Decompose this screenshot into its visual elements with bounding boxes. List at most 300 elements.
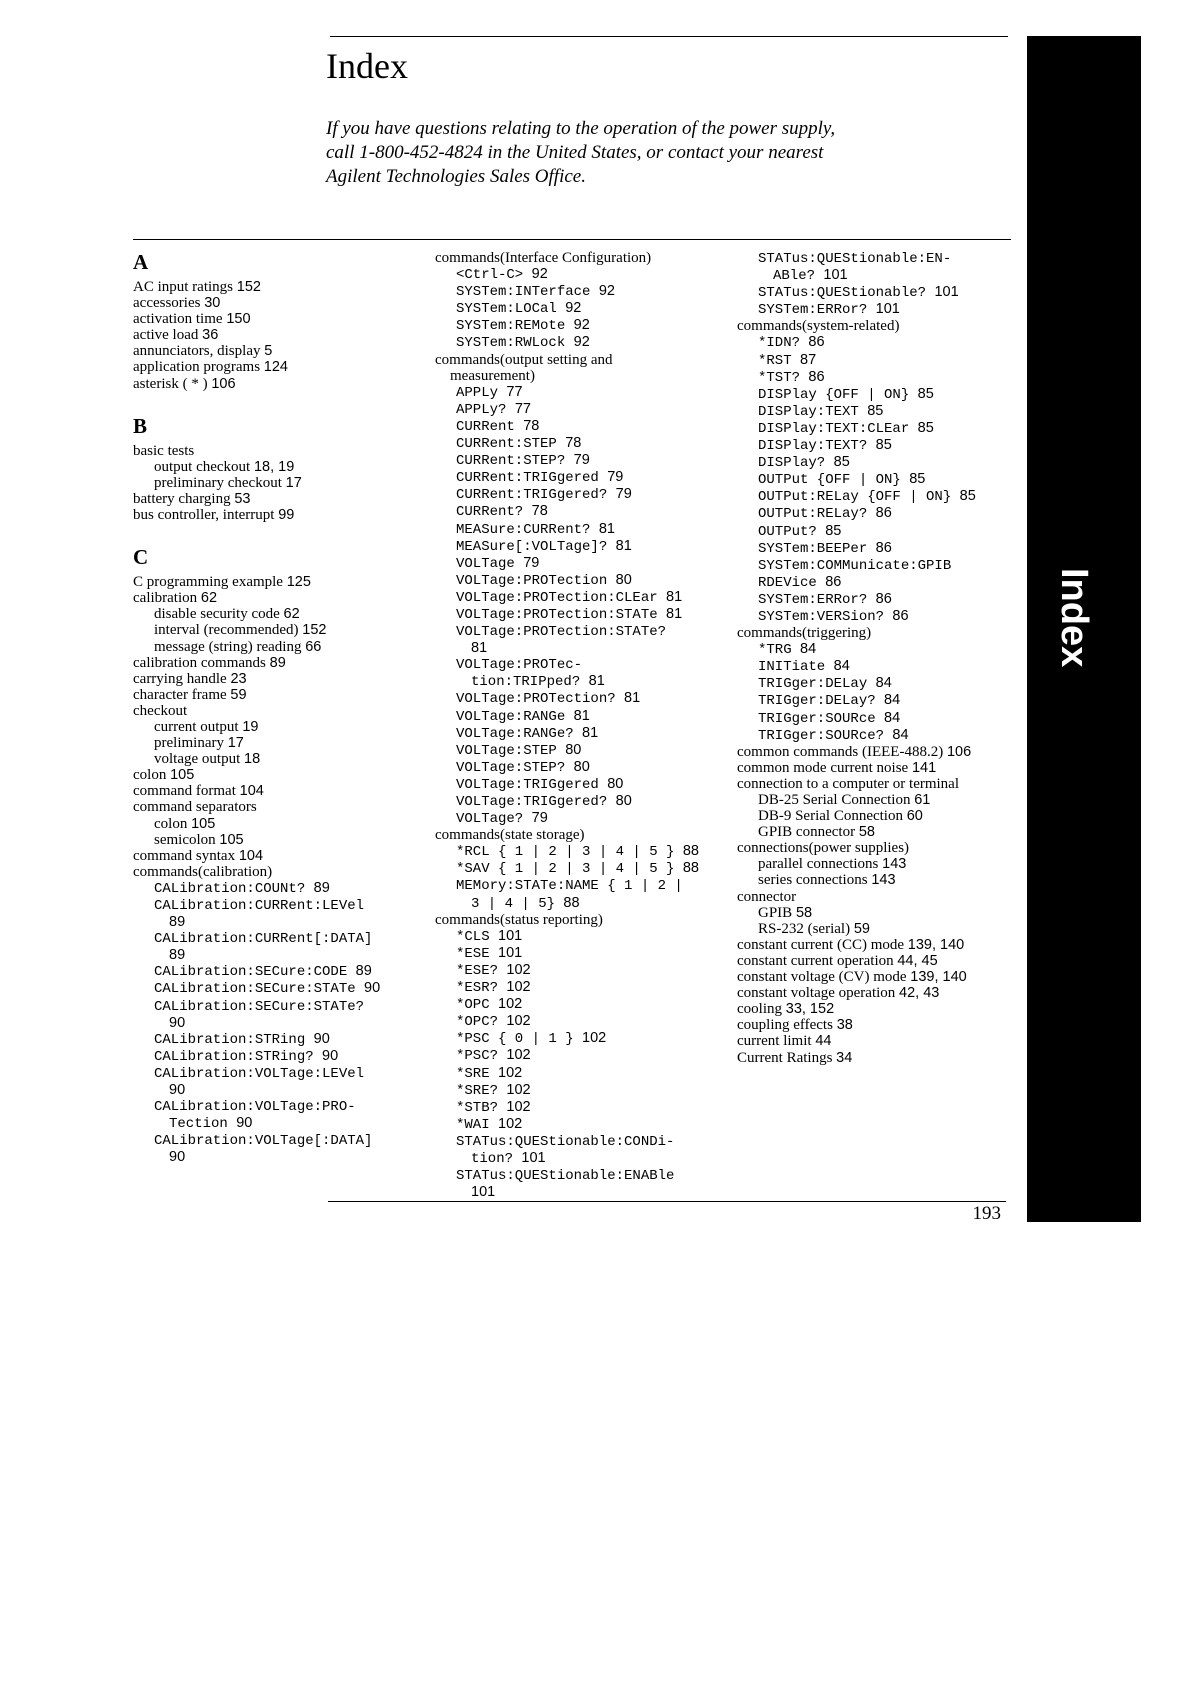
index-entry — [737, 921, 1027, 937]
entry-page-ref: 102 — [582, 1030, 607, 1047]
index-entry — [737, 557, 1027, 574]
index-entry — [737, 641, 1027, 658]
entry-page-ref: 84 — [833, 658, 850, 675]
entry-command: *PSC? — [456, 1048, 507, 1065]
index-entry — [435, 1099, 725, 1116]
entry-page-ref: 106 — [211, 375, 236, 392]
index-entry — [435, 300, 725, 317]
index-entry — [435, 606, 725, 623]
entry-term: calibration commands — [133, 654, 270, 671]
index-entry — [133, 687, 423, 703]
entry-term: basic tests — [133, 442, 195, 459]
entry-term: commands(state storage) — [435, 827, 585, 844]
entry-page-ref: 152 — [302, 622, 327, 639]
entry-command: VOLTage:PROTection — [456, 572, 616, 589]
index-entry — [435, 452, 725, 469]
entry-page-ref: 84 — [892, 726, 909, 743]
entry-command: INITiate — [758, 659, 834, 676]
entry-command: SYSTem:VERSion? — [758, 608, 893, 625]
entry-command: *RCL { 1 | 2 | 3 | 4 | 5 } — [456, 844, 683, 861]
entry-command: *ESE? — [456, 962, 507, 979]
entry-term: GPIB connector — [758, 824, 859, 841]
entry-page-ref: 102 — [498, 1064, 523, 1081]
index-entry — [435, 1047, 725, 1064]
entry-term: colon — [154, 815, 192, 832]
entry-page-ref: 86 — [875, 505, 892, 522]
entry-page-ref: 90 — [322, 1047, 339, 1064]
index-entry — [737, 403, 1027, 420]
index-entry — [737, 872, 1027, 888]
entry-page-ref: 105 — [170, 767, 195, 784]
index-entry — [737, 856, 1027, 872]
index-entry — [133, 719, 423, 735]
page-number: 193 — [972, 1203, 1001, 1224]
index-entry — [435, 759, 725, 776]
entry-page-ref: 44, 45 — [897, 952, 938, 969]
entry-command: tion:TRIPped? — [471, 674, 589, 691]
index-entry — [737, 301, 1027, 318]
index-entry — [737, 625, 1027, 641]
index-entry — [133, 671, 423, 687]
entry-command: CALibration:VOLTage:PRO- — [154, 1099, 356, 1116]
entry-page-ref: 101 — [498, 944, 523, 961]
entry-term: preliminary checkout — [154, 474, 286, 491]
index-entry — [737, 969, 1027, 985]
entry-command: CALibration:CURRent:LEVel — [154, 898, 365, 914]
index-entry — [737, 760, 1027, 776]
index-entry — [737, 608, 1027, 625]
entry-command: RDEVice — [758, 574, 826, 591]
entry-page-ref: 33, 152 — [785, 1001, 835, 1018]
entry-term: command separators — [133, 799, 257, 816]
index-entry — [435, 928, 725, 945]
entry-page-ref: 81 — [598, 520, 615, 537]
entry-page-ref: 62 — [283, 606, 300, 623]
entry-page-ref: 101 — [934, 284, 959, 301]
entry-command: CURRent:TRIGgered? — [456, 487, 616, 504]
index-entry — [435, 521, 725, 538]
entry-command: SYSTem:LOCal — [456, 301, 566, 318]
entry-page-ref: 79 — [573, 452, 590, 469]
index-entry — [133, 1031, 423, 1048]
entry-command: DISPlay:TEXT:CLEar — [758, 420, 918, 437]
entry-command: SYSTem:COMMunicate:GPIB — [758, 557, 952, 574]
entry-command: OUTPut:RELay? — [758, 506, 876, 523]
entry-term: constant current (CC) mode — [737, 936, 908, 953]
index-entry — [737, 1033, 1027, 1049]
letter-heading: A — [133, 250, 149, 274]
entry-command: *IDN? — [758, 335, 809, 352]
index-entry — [737, 591, 1027, 608]
entry-page-ref: 81 — [666, 605, 683, 622]
entry-command: *OPC? — [456, 1014, 507, 1031]
index-entry — [737, 437, 1027, 454]
index-column-2 — [435, 250, 725, 1200]
entry-command: DISPlay:TEXT — [758, 403, 868, 420]
entry-page-ref: 80 — [573, 758, 590, 775]
entry-term: disable security code — [154, 606, 284, 623]
entry-page-ref: 42, 43 — [899, 985, 940, 1002]
index-entry — [737, 824, 1027, 840]
index-entry — [435, 776, 725, 793]
entry-page-ref: 88 — [563, 894, 580, 911]
index-entry — [133, 1065, 423, 1082]
entry-command: CALibration:VOLTage:LEVel — [154, 1065, 365, 1082]
entry-command: *PSC { 0 | 1 } — [456, 1031, 583, 1048]
entry-page-ref: 80 — [615, 571, 632, 588]
index-entry — [133, 980, 423, 997]
entry-term: voltage output — [154, 751, 244, 768]
entry-page-ref: 102 — [506, 1047, 531, 1064]
entry-page-ref: 78 — [531, 503, 548, 520]
entry-page-ref: 102 — [498, 996, 523, 1013]
entry-page-ref: 89 — [269, 654, 286, 671]
entry-command: VOLTage:STEP? — [456, 759, 574, 776]
index-column-1 — [133, 250, 423, 1166]
index-entry — [737, 889, 1027, 905]
entry-term: semicolon — [154, 831, 220, 848]
entry-term: interval (recommended) — [154, 622, 303, 639]
index-entry — [133, 751, 423, 767]
entry-page-ref: 84 — [884, 692, 901, 709]
entry-page-ref: 84 — [884, 709, 901, 726]
index-entry — [737, 1017, 1027, 1033]
index-entry — [737, 744, 1027, 760]
index-entry — [435, 1116, 725, 1133]
entry-command: TRIGger:SOURce? — [758, 727, 893, 744]
entry-page-ref: 62 — [200, 590, 218, 607]
index-entry — [737, 574, 1027, 591]
entry-page-ref: 38 — [836, 1017, 853, 1034]
index-entry — [737, 658, 1027, 675]
index-entry — [737, 1001, 1027, 1017]
index-entry — [435, 656, 725, 673]
entry-page-ref: 23 — [230, 670, 247, 687]
entry-command: VOLTage:TRIGgered? — [456, 794, 616, 810]
entry-term: AC input ratings — [133, 279, 237, 295]
index-entry — [737, 386, 1027, 403]
intro-note — [326, 117, 886, 189]
index-entry — [737, 318, 1027, 334]
entry-term: measurement) — [450, 367, 535, 384]
entry-page-ref: 90 — [169, 1082, 186, 1099]
index-entry — [435, 317, 725, 334]
page-title: Index — [326, 46, 408, 86]
entry-term: commands(calibration) — [133, 863, 273, 880]
index-entry — [435, 860, 725, 877]
entry-command: VOLTage:PROTection:STATe? — [456, 624, 667, 641]
entry-page-ref: 53 — [234, 490, 251, 507]
index-entry — [133, 735, 423, 751]
index-entry — [133, 783, 423, 799]
entry-command: *TRG — [758, 642, 801, 659]
index-entry — [435, 435, 725, 452]
index-entry — [133, 343, 423, 359]
index-entry — [737, 523, 1027, 540]
entry-command: VOLTage:PROTec- — [456, 657, 583, 674]
entry-command: *OPC — [456, 997, 499, 1014]
index-entry — [435, 945, 725, 962]
entry-page-ref: 81 — [471, 640, 488, 657]
index-entry — [435, 1082, 725, 1099]
entry-page-ref: 80 — [565, 741, 582, 758]
entry-page-ref: 85 — [833, 454, 850, 471]
entry-page-ref: 58 — [858, 824, 875, 841]
entry-page-ref: 139, 140 — [907, 936, 965, 953]
entry-command: VOLTage:RANGe — [456, 708, 574, 725]
entry-term: checkout — [133, 702, 188, 719]
index-entry — [435, 877, 725, 894]
entry-command: *ESE — [456, 945, 499, 962]
entry-page-ref: 86 — [875, 539, 892, 556]
letter-heading: C — [133, 545, 149, 570]
entry-page-ref: 85 — [867, 402, 884, 419]
entry-page-ref: 102 — [506, 1013, 531, 1030]
entry-page-ref: 77 — [514, 400, 531, 417]
index-entry — [133, 475, 423, 491]
entry-command: APPLy — [456, 384, 507, 401]
entry-page-ref: 81 — [666, 588, 683, 605]
entry-term: bus controller, interrupt — [133, 507, 279, 524]
entry-term: connections(power supplies) — [737, 840, 910, 857]
section-gap — [133, 523, 423, 545]
entry-command: *ESR? — [456, 980, 507, 997]
entry-command: *SAV { 1 | 2 | 3 | 4 | 5 } — [456, 861, 683, 878]
index-entry — [435, 843, 725, 860]
index-entry — [133, 703, 423, 719]
index-entry — [737, 250, 1027, 267]
entry-term: DB-9 Serial Connection — [758, 808, 907, 825]
entry-command: SYSTem:REMote — [456, 318, 574, 335]
entry-page-ref: 44 — [815, 1033, 832, 1050]
index-entry — [133, 848, 423, 864]
index-entry — [133, 491, 423, 507]
index-entry — [435, 538, 725, 555]
index-entry — [737, 334, 1027, 351]
entry-term: DB-25 Serial Connection — [758, 792, 915, 808]
entry-page-ref: 77 — [506, 383, 523, 400]
entry-command: VOLTage:PROTection:CLEar — [456, 589, 667, 606]
entry-command: VOLTage:PROTection:STATe — [456, 606, 667, 623]
index-entry — [737, 505, 1027, 522]
entry-page-ref: 60 — [906, 808, 923, 825]
entry-command: *SRE? — [456, 1082, 507, 1099]
entry-page-ref: 143 — [871, 872, 896, 889]
index-entry — [435, 401, 725, 418]
index-entry — [133, 295, 423, 311]
index-entry — [435, 1184, 725, 1200]
entry-command: DISPlay:TEXT? — [758, 438, 876, 455]
index-entry — [435, 1167, 725, 1184]
entry-command: STATus:QUEStionable:CONDi- — [456, 1133, 675, 1150]
index-entry — [133, 507, 423, 523]
entry-page-ref: 86 — [875, 590, 892, 607]
entry-term: series connections — [758, 872, 872, 889]
entry-term: active load — [133, 327, 203, 344]
entry-page-ref: 105 — [219, 831, 244, 848]
index-entry — [133, 816, 423, 832]
entry-command: VOLTage — [456, 555, 524, 572]
entry-page-ref: 102 — [506, 979, 531, 996]
index-entry — [435, 1013, 725, 1030]
entry-command: CURRent:TRIGgered — [456, 470, 608, 487]
entry-term: asterisk ( * ) — [133, 375, 212, 392]
index-entry — [435, 486, 725, 503]
entry-command: SYSTem:RWLock — [456, 335, 574, 352]
index-entry — [133, 376, 423, 392]
bottom-rule — [328, 1201, 1006, 1202]
entry-command: CALibration:CURRent[:DATA] — [154, 931, 373, 948]
entry-page-ref: 81 — [573, 707, 590, 724]
index-entry — [133, 864, 423, 880]
index-entry — [133, 1048, 423, 1065]
entry-page-ref: 81 — [588, 673, 605, 690]
entry-term: common mode current noise — [737, 759, 912, 776]
index-entry — [133, 897, 423, 914]
entry-command: tion? — [471, 1150, 522, 1167]
entry-command: VOLTage:STEP — [456, 742, 566, 759]
index-top-rule — [133, 239, 1011, 240]
entry-page-ref: 81 — [615, 537, 632, 554]
entry-page-ref: 79 — [607, 469, 624, 486]
entry-page-ref: 78 — [523, 417, 540, 434]
entry-term: character frame — [133, 686, 231, 703]
index-entry — [737, 267, 1027, 284]
letter-heading: B — [133, 413, 148, 438]
entry-term: message (string) reading — [154, 638, 306, 655]
index-entry — [737, 369, 1027, 386]
index-tab-label: Index — [1053, 568, 1095, 668]
index-entry — [435, 334, 725, 351]
index-entry — [435, 589, 725, 606]
index-entry — [737, 540, 1027, 557]
entry-term: parallel connections — [758, 856, 883, 873]
entry-page-ref: 101 — [521, 1149, 546, 1166]
index-entry — [435, 1150, 725, 1167]
entry-term: colon — [133, 767, 171, 784]
entry-term: C programming example — [133, 574, 287, 591]
index-entry — [133, 880, 423, 897]
entry-command: *SRE — [456, 1065, 499, 1082]
entry-term: command syntax — [133, 847, 239, 864]
entry-page-ref: 85 — [825, 522, 842, 539]
index-entry — [737, 776, 1027, 792]
index-entry — [435, 1133, 725, 1150]
entry-command: SYSTem:INTerface — [456, 284, 599, 301]
index-entry — [435, 503, 725, 520]
entry-page-ref: 86 — [808, 334, 825, 351]
entry-term: commands(status reporting) — [435, 911, 603, 928]
entry-page-ref: 89 — [169, 947, 186, 964]
entry-page-ref: 5 — [264, 343, 273, 360]
top-rule — [330, 36, 1008, 37]
index-entry — [133, 327, 423, 343]
entry-page-ref: 78 — [565, 435, 582, 452]
entry-page-ref: 143 — [882, 856, 907, 873]
entry-page-ref: 102 — [506, 961, 531, 978]
index-entry — [435, 912, 725, 928]
entry-command: 3 | 4 | 5} — [471, 895, 564, 912]
index-entry — [133, 279, 423, 295]
entry-page-ref: 85 — [917, 385, 934, 402]
entry-term: commands(Interface Configuration) — [435, 250, 652, 266]
entry-page-ref: 86 — [808, 368, 825, 385]
index-entry — [435, 895, 725, 912]
entry-term: constant current operation — [737, 952, 898, 969]
index-entry — [737, 1050, 1027, 1066]
entry-command: OUTPut? — [758, 523, 826, 540]
entry-command: CALibration:SECure:STATe — [154, 981, 365, 998]
entry-command: CURRent — [456, 418, 524, 435]
entry-page-ref: 90 — [364, 980, 381, 997]
index-entry — [133, 1115, 423, 1132]
entry-page-ref: 85 — [959, 488, 976, 505]
entry-page-ref: 102 — [506, 1081, 531, 1098]
index-entry — [435, 640, 725, 656]
entry-command: OUTPut:RELay {OFF | ON} — [758, 489, 960, 506]
entry-command: *WAI — [456, 1116, 499, 1133]
entry-term: commands(system-related) — [737, 318, 900, 335]
entry-command: CALibration:VOLTage[:DATA] — [154, 1133, 373, 1150]
entry-command: SYSTem:BEEPer — [758, 540, 876, 557]
index-entry — [435, 1030, 725, 1047]
entry-command: CALibration:SECure:CODE — [154, 964, 356, 981]
index-entry — [737, 284, 1027, 301]
index-entry — [737, 471, 1027, 488]
index-entry — [435, 725, 725, 742]
index-entry — [435, 469, 725, 486]
index-entry — [737, 692, 1027, 709]
entry-page-ref: 101 — [875, 301, 900, 318]
entry-page-ref: 88 — [682, 843, 699, 860]
index-entry — [435, 555, 725, 572]
entry-command: SYSTem:ERRor? — [758, 591, 876, 608]
intro-line: call 1-800-452-4824 in the United States, or contact your nearest — [326, 142, 824, 163]
entry-term: commands(triggering) — [737, 625, 872, 642]
index-entry — [133, 947, 423, 963]
index-entry — [133, 359, 423, 375]
entry-command: DISPlay? — [758, 455, 834, 472]
entry-page-ref: 86 — [892, 607, 909, 624]
entry-term: carrying handle — [133, 670, 231, 687]
index-entry — [737, 675, 1027, 692]
entry-page-ref: 101 — [823, 267, 848, 284]
entry-page-ref: 84 — [875, 675, 892, 692]
entry-term: annunciators, display — [133, 343, 265, 360]
index-entry — [435, 384, 725, 401]
entry-page-ref: 36 — [202, 327, 219, 344]
entry-page-ref: 87 — [800, 351, 817, 368]
index-entry — [737, 352, 1027, 369]
index-entry — [435, 418, 725, 435]
entry-page-ref: 89 — [313, 879, 330, 896]
entry-term: coupling effects — [737, 1017, 837, 1034]
entry-term: current limit — [737, 1033, 816, 1050]
entry-page-ref: 90 — [236, 1115, 253, 1132]
index-entry — [133, 459, 423, 475]
entry-page-ref: 85 — [909, 471, 926, 488]
index-entry — [133, 914, 423, 930]
entry-page-ref: 106 — [946, 743, 972, 760]
entry-page-ref: 92 — [598, 283, 615, 300]
index-entry — [133, 930, 423, 947]
entry-term: calibration — [133, 590, 201, 607]
index-entry — [737, 937, 1027, 953]
entry-term: preliminary — [154, 735, 228, 752]
index-entry — [435, 996, 725, 1013]
entry-page-ref: 104 — [238, 847, 264, 864]
entry-command: ABle? — [773, 268, 824, 285]
